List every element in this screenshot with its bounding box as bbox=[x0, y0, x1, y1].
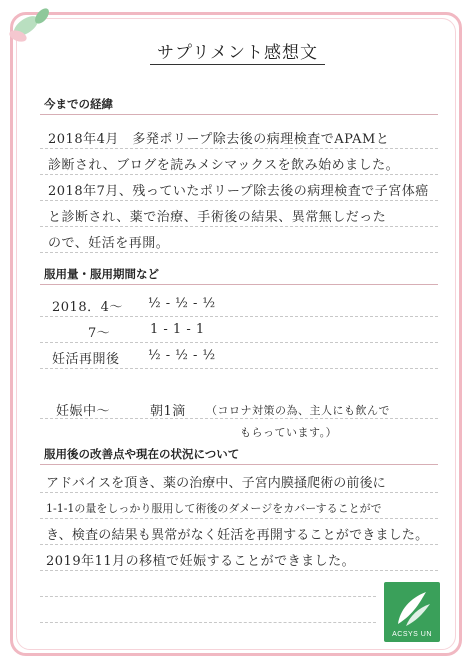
pregnancy-dose: 朝1滴 bbox=[150, 404, 186, 419]
ruled-line bbox=[40, 342, 438, 343]
ruled-line bbox=[40, 544, 438, 545]
history-line: 2018年4月 多発ポリープ除去後の病理検査でAPAMと bbox=[48, 132, 390, 147]
dosage-period: 2018．4～ bbox=[52, 300, 123, 315]
pregnancy-note: （コロナ対策の為、主人にも飲んで bbox=[206, 404, 390, 417]
improvement-heading: 服用後の改善点や現在の状況について bbox=[44, 447, 240, 461]
section-rule bbox=[40, 464, 438, 465]
section-rule bbox=[40, 284, 438, 285]
dosage-period: 妊活再開後 bbox=[52, 352, 120, 367]
improvement-line: アドバイスを頂き、薬の治療中、子宮内膜掻爬術の前後に bbox=[46, 476, 386, 491]
improvement-line: き、検査の結果も異常がなく妊活を再開することができました。 bbox=[46, 528, 429, 543]
ruled-line bbox=[40, 148, 438, 149]
pregnancy-label: 妊娠中～ bbox=[56, 404, 111, 419]
ruled-line bbox=[40, 316, 438, 317]
page-title: サプリメント感想文 bbox=[157, 43, 318, 63]
history-heading: 今までの経緯 bbox=[44, 97, 113, 111]
dosage-amount: ½ - ½ - ½ bbox=[148, 348, 216, 363]
history-line: ので、妊活を再開。 bbox=[48, 236, 170, 251]
history-line: 診断され、ブログを読みメシマックスを飲み始めました。 bbox=[48, 158, 400, 173]
logo-text: ACSYS UN bbox=[392, 631, 432, 638]
section-rule bbox=[40, 114, 438, 115]
ruled-line bbox=[40, 200, 438, 201]
brand-logo bbox=[384, 582, 440, 642]
ruled-line bbox=[40, 518, 438, 519]
ruled-line bbox=[40, 174, 438, 175]
improvement-line: 2019年11月の移植で妊娠することができました。 bbox=[46, 554, 356, 569]
ruled-line bbox=[40, 596, 376, 597]
history-line: 2018年7月、残っていたポリープ除去後の病理検査で子宮体癌 bbox=[48, 184, 429, 199]
improvement-line: 1-1-1の量をしっかり服用して術後のダメージをカバーすることがで bbox=[46, 502, 382, 515]
dosage-amount: ½ - ½ - ½ bbox=[148, 296, 216, 311]
title-underline bbox=[150, 64, 325, 65]
dosage-amount: 1 - 1 - 1 bbox=[150, 322, 205, 337]
ruled-line bbox=[40, 226, 438, 227]
ruled-line bbox=[40, 368, 438, 369]
dosage-period: 7～ bbox=[88, 326, 111, 341]
history-line: と診断され、薬で治療、手術後の結果、異常無しだった bbox=[48, 210, 387, 225]
dosage-heading: 服用量・服用期間など bbox=[44, 267, 159, 281]
leaf-logo-icon bbox=[384, 586, 440, 630]
ruled-line bbox=[40, 492, 438, 493]
ruled-line bbox=[40, 570, 438, 571]
ruled-line bbox=[40, 622, 376, 623]
pregnancy-note: もらっています。） bbox=[240, 426, 338, 439]
ruled-line bbox=[40, 252, 438, 253]
